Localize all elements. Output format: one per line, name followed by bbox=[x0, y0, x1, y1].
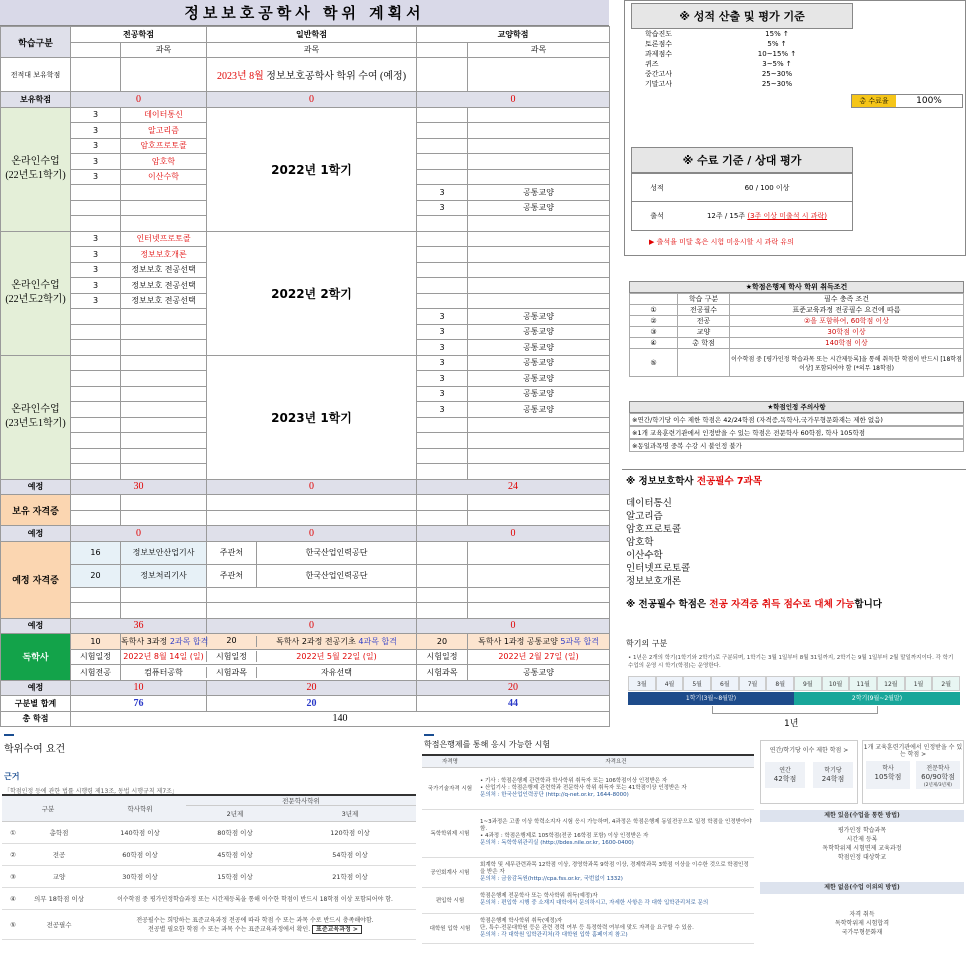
cert-org: 한국산업인력공단 bbox=[305, 548, 368, 557]
degree-h-cat: 구분 bbox=[2, 795, 94, 822]
grading-value: 10~15% ↑ bbox=[757, 50, 797, 58]
sum-major: 76 bbox=[71, 696, 207, 712]
limit-box-value: 60/90학점 bbox=[921, 773, 955, 781]
bank-value: 표준교육과정 전공필수 요건에 따름 bbox=[730, 305, 964, 316]
bank-key: 전공 bbox=[678, 316, 730, 327]
dok-date: 2022년 5월 22일 (일) bbox=[296, 652, 377, 662]
caution-line: ※1개 교육훈련기관에서 인정받을 수 있는 학점은 전문학사 60학점, 학사 105학점 bbox=[629, 426, 964, 439]
exam-name: 독학학위제 시험 bbox=[422, 809, 478, 857]
required-list bbox=[626, 497, 966, 588]
unlimited-list bbox=[760, 910, 964, 937]
exam-req: 학점은행제 학사학위 취득(예정)자 bbox=[480, 917, 563, 924]
dok-major: 자유선택 bbox=[321, 667, 352, 677]
completion-box bbox=[631, 173, 853, 231]
month: 6월 bbox=[711, 676, 739, 691]
accent-bar bbox=[4, 734, 14, 736]
grading-title: ※ 성적 산출 및 평가 기준 bbox=[631, 3, 853, 29]
grading-value: 25~30% bbox=[761, 80, 793, 88]
grading-value: 15% ↑ bbox=[765, 30, 789, 38]
held-major: 0 bbox=[71, 92, 207, 108]
expected-label: 예정 bbox=[1, 526, 71, 542]
exam-req: • 기사 : 학점은행제 관련학과 학사학위 취득자 또는 106학점이상 인정받은 자 bbox=[480, 777, 668, 784]
sem3-label: 온라인수업 (23년도1학기) bbox=[1, 355, 71, 479]
bank-panel bbox=[629, 281, 964, 391]
degree-num: ③ bbox=[2, 866, 24, 888]
subject: 인터넷프로토콜 bbox=[121, 231, 207, 247]
limited-title: 제한 있음(수업을 통한 방법) bbox=[760, 810, 964, 822]
dok-pass: 5과목 합격 bbox=[560, 636, 599, 646]
institution-limit-label: 1개 교육훈련기관에서 인정받을 수 있는 학점 > bbox=[863, 744, 963, 758]
credit: 3 bbox=[71, 154, 121, 170]
institution-limit-box bbox=[862, 740, 964, 804]
degree-bach: 60학점 이상 bbox=[94, 844, 186, 866]
cert-org-label: 주관처 bbox=[207, 565, 257, 587]
expected-label: 예정 bbox=[1, 618, 71, 634]
unlimited-item: 자격 취득 bbox=[849, 911, 875, 918]
total-value: 140 bbox=[71, 711, 610, 727]
degree-table bbox=[2, 794, 416, 940]
prior-label: 전적대 보유학점 bbox=[1, 58, 71, 92]
required-subject: 알고리즘 bbox=[626, 511, 663, 522]
exam-name: 공인회계사 시험 bbox=[422, 857, 478, 887]
completion-title: ※ 수료 기준 / 상대 평가 bbox=[631, 147, 853, 173]
degree-bach: 30학점 이상 bbox=[94, 866, 186, 888]
limited-list bbox=[760, 826, 964, 862]
degree-panel bbox=[0, 732, 418, 956]
sem1-label: 온라인수업 (22년도1학기) bbox=[1, 107, 71, 231]
required-subject: 인터넷프로토콜 bbox=[626, 563, 691, 574]
grading-value: 25~30% bbox=[761, 70, 793, 78]
sum-liberal: 44 bbox=[417, 696, 610, 712]
degree-basis: 근거 bbox=[4, 772, 20, 781]
semester-desc: • 1년은 2개의 학기(1학기와 2학기)로 구분되며, 1학기는 3월 1일부터 8월 31일까지, 2학기는 9월 1일부터 2월 말일까지이다. 각 학기 수업의 운영 시 학기(학점)는 운영한다. bbox=[628, 655, 954, 669]
bank-key: 교양 bbox=[678, 327, 730, 338]
degree-num: ⑤ bbox=[2, 910, 24, 940]
grading-value: 3~5% ↑ bbox=[762, 60, 792, 68]
subject: 이산수학 bbox=[121, 169, 207, 185]
expected-general: 20 bbox=[207, 680, 417, 696]
degree-r5-value: 전공필수는 희망하는 표준교육과정 전공에 따라 학점 수 또는 과목 수로 반드시 충족해야함. bbox=[136, 916, 374, 924]
subject: 암호학 bbox=[121, 154, 207, 170]
required-subject: 데이터통신 bbox=[626, 498, 672, 509]
exams-title: 학점은행제를 통해 응시 가능한 시험 bbox=[424, 740, 551, 749]
total-rate-value: 100% bbox=[916, 96, 942, 106]
exam-req2: 단, 특수·전문대학원 등은 관련 경력 여부 등 특정학력 여부에 맞도 자격을 요구할 수 있음. bbox=[480, 924, 694, 931]
month: 7월 bbox=[739, 676, 767, 691]
expected-major: 10 bbox=[71, 680, 207, 696]
sem1-title: 2022년 1학기 bbox=[207, 107, 417, 231]
limit-box-value: 105학점 bbox=[874, 773, 902, 781]
unlimited-item: 독학학위제 시험합격 bbox=[834, 920, 890, 927]
cert-credit: 20 bbox=[71, 564, 121, 587]
month: 1월 bbox=[905, 676, 933, 691]
subject: 알고리즘 bbox=[121, 123, 207, 139]
credit: 3 bbox=[417, 309, 468, 325]
cert-name: 정보보안산업기사 bbox=[121, 541, 207, 564]
credit: 3 bbox=[71, 231, 121, 247]
expected-liberal: 24 bbox=[417, 479, 610, 495]
bank-num: ⑤ bbox=[630, 349, 678, 377]
header-liberal: 교양학점 bbox=[417, 27, 610, 43]
limit-box-label: 학사 bbox=[882, 765, 894, 772]
dok-pass: 2과목 합격 bbox=[169, 636, 209, 646]
grading-value: 5% ↑ bbox=[767, 40, 787, 48]
degree-r4-value: 이수학점 중 평가인정학습과정 또는 시간제등록을 통해 이수한 학점이 반드시 18학점 이상 포함되어야 함. bbox=[94, 888, 416, 910]
header-subject: 과목 bbox=[468, 42, 610, 58]
month: 8월 bbox=[766, 676, 794, 691]
bank-h1: 학습 구분 bbox=[678, 294, 730, 305]
dok-desc: 독학사 1과정 공통교양 bbox=[478, 636, 558, 646]
dok-major: 컴퓨터공학 bbox=[121, 667, 207, 678]
required-subject: 암호프로토콜 bbox=[626, 524, 682, 535]
expected-label: 예정 bbox=[1, 479, 71, 495]
dok-subj-label: 시험과목 bbox=[207, 667, 257, 678]
expected-major: 0 bbox=[71, 526, 207, 542]
unlimited-item: 국가무형문화재 bbox=[841, 929, 883, 936]
credit: 3 bbox=[417, 185, 468, 201]
semester1-bar: 1학기(3월~8월말) bbox=[628, 692, 794, 705]
grading-key: 과제점수 bbox=[645, 50, 673, 58]
exam-contact: 문의처 : 독학학위관리실 (http://bdes.nile.or.kr, 1600-0400) bbox=[480, 840, 634, 846]
dok-sched-label: 시험일정 bbox=[417, 649, 468, 665]
degree-title: 학위수여 요건 bbox=[4, 744, 66, 755]
credit: 3 bbox=[417, 324, 468, 340]
required-subject: 정보보호개론 bbox=[626, 576, 682, 587]
subject: 공통교양 bbox=[468, 355, 610, 371]
attend-label: 출석 bbox=[650, 212, 664, 220]
dok-desc: 독학사 3과정 bbox=[121, 636, 168, 646]
grading-key: 기말고사 bbox=[645, 80, 673, 88]
month: 5월 bbox=[683, 676, 711, 691]
exam-name: 국가기술자격 시험 bbox=[422, 767, 478, 809]
exams-table bbox=[422, 754, 754, 944]
accent-bar bbox=[424, 734, 434, 736]
sem2-label: 온라인수업 (22년도2학기) bbox=[1, 231, 71, 355]
sem3-title: 2023년 1학기 bbox=[207, 355, 417, 479]
plan-title: 정보보호공학사 학위 계획서 bbox=[0, 0, 609, 26]
bank-value: ②을 포함하여, 60학점 이상 bbox=[730, 316, 964, 327]
limit-box-label: 전문학사 bbox=[926, 765, 950, 772]
dok-sched-label: 시험일정 bbox=[207, 651, 257, 662]
dok-major: 공통교양 bbox=[468, 665, 610, 681]
limited-item: 시간제 등록 bbox=[846, 836, 878, 843]
month: 12월 bbox=[877, 676, 905, 691]
subject: 데이터통신 bbox=[121, 107, 207, 123]
prior-note: 정보보호공학사 학위 수여 (예정) bbox=[266, 71, 407, 82]
exams-h1: 자격명 bbox=[422, 755, 478, 767]
credit: 3 bbox=[71, 278, 121, 294]
exams-panel bbox=[420, 732, 756, 956]
dok-desc: 독학사 2과정 전공기초 bbox=[276, 636, 356, 646]
cert-plan-label: 예정 자격증 bbox=[1, 541, 71, 618]
dok-credit: 10 bbox=[71, 634, 121, 650]
exam-req2: • 4과정 : 학점은행제로 105학점(전공 16학점 포함) 이상 인정받은 자 bbox=[480, 833, 649, 839]
dok-major-label: 시험전공 bbox=[71, 665, 121, 681]
degree-h-3y: 3년제 bbox=[284, 806, 416, 822]
prior-date: 2023년 8월 bbox=[216, 71, 264, 82]
required-title: ※ 정보보호학사 bbox=[626, 476, 694, 487]
limit-box-label: 학기당 bbox=[824, 767, 842, 774]
credit: 3 bbox=[71, 107, 121, 123]
cert-name: 정보처리기사 bbox=[121, 564, 207, 587]
standard-curriculum-button[interactable]: 표준교육과정 > bbox=[312, 925, 362, 934]
cert-org: 한국산업인력공단 bbox=[305, 571, 368, 580]
degree-key: 총학점 bbox=[24, 822, 94, 844]
bank-num: ④ bbox=[630, 338, 678, 349]
grading-key: 학습진도 bbox=[645, 30, 673, 38]
limit-box-sub: (2년제/3년제) bbox=[923, 783, 953, 788]
header-major: 전공학점 bbox=[71, 27, 207, 43]
credit: 3 bbox=[71, 123, 121, 139]
bank-key bbox=[678, 349, 730, 377]
attend-note: (3주 이상 미출석 시 과락) bbox=[747, 212, 828, 220]
degree-3y: 54학점 이상 bbox=[284, 844, 416, 866]
credit: 3 bbox=[71, 169, 121, 185]
exam-req2: • 산업기사 : 학점은행제 관련학과 전문학사 학위 취득자 또는 41학점이상 인정받은 자 bbox=[480, 784, 687, 791]
required-subject: 암호학 bbox=[626, 537, 654, 548]
subject: 공통교양 bbox=[468, 309, 610, 325]
required-panel bbox=[622, 469, 966, 632]
limit-box-label: 연간 bbox=[779, 767, 791, 774]
dok-subj-label: 시험과목 bbox=[417, 665, 468, 681]
expected-liberal: 0 bbox=[417, 526, 610, 542]
exam-name: 편입학 시험 bbox=[422, 887, 478, 913]
degree-bach: 140학점 이상 bbox=[94, 822, 186, 844]
subject: 정보보호개론 bbox=[121, 247, 207, 263]
degree-key: 의무 18학점 이상 bbox=[24, 888, 94, 910]
subject: 정보보호 전공선택 bbox=[121, 293, 207, 309]
exam-contact: 문의처 : 편입학 시행 중 소재지 대학에서 문의하시고, 자세한 사항은 각 대학 입학관리처로 문의 bbox=[480, 900, 709, 906]
caution-panel bbox=[629, 401, 964, 452]
required-note-red: 전공 자격증 취득 점수로 대체 가능 bbox=[709, 599, 855, 610]
subject: 암호프로토콜 bbox=[121, 138, 207, 154]
limited-item: 평가인정 학습과목 bbox=[837, 827, 887, 834]
month: 4월 bbox=[656, 676, 684, 691]
bank-table bbox=[629, 293, 964, 377]
credit: 3 bbox=[71, 293, 121, 309]
exam-name: 대학원 입학 시험 bbox=[422, 913, 478, 943]
credit: 3 bbox=[417, 402, 468, 418]
cert-org-label: 주관처 bbox=[207, 542, 257, 564]
attendance-warning: ▶ 출석율 미달 혹은 시험 미응시할 시 과락 유의 bbox=[649, 238, 794, 246]
degree-num: ④ bbox=[2, 888, 24, 910]
caution-line: ※동일과목명 중복 수강 시 불인정 불가 bbox=[629, 439, 964, 452]
bank-num: ② bbox=[630, 316, 678, 327]
expected-general: 0 bbox=[207, 618, 417, 634]
credit: 3 bbox=[71, 247, 121, 263]
degree-num: ① bbox=[2, 822, 24, 844]
credit: 3 bbox=[417, 355, 468, 371]
degree-key: 교양 bbox=[24, 866, 94, 888]
bank-title: ★학점은행제 학사 학위 취득조건 bbox=[629, 281, 964, 293]
required-note-end: 합니다 bbox=[854, 599, 882, 610]
score-label: 성적 bbox=[650, 183, 664, 192]
bank-num: ① bbox=[630, 305, 678, 316]
grading-panel bbox=[624, 0, 966, 256]
subject: 공통교양 bbox=[468, 324, 610, 340]
subject: 공통교양 bbox=[468, 185, 610, 201]
semester-panel bbox=[622, 632, 966, 732]
grading-table bbox=[645, 29, 853, 89]
expected-major: 36 bbox=[71, 618, 207, 634]
exams-h2: 자격요건 bbox=[478, 755, 754, 767]
exam-req: 1~3과정은 고졸 이상 학력소지자 시험 응시 가능하며, 4과정은 학점은행제 동일전공으로 일정 학점을 인정받아야 함. bbox=[480, 819, 752, 832]
limits-panel bbox=[758, 732, 966, 956]
held-label: 보유학점 bbox=[1, 92, 71, 108]
degree-num: ② bbox=[2, 844, 24, 866]
semester-title: 학기의 구분 bbox=[626, 639, 668, 648]
subject: 정보보호 전공선택 bbox=[121, 278, 207, 294]
subject: 공통교양 bbox=[468, 402, 610, 418]
cert-held-label: 보유 자격증 bbox=[1, 495, 71, 526]
bank-value: 140학점 이상 bbox=[730, 338, 964, 349]
degree-2y: 80학점 이상 bbox=[186, 822, 284, 844]
degree-3y: 21학점 이상 bbox=[284, 866, 416, 888]
sum-general: 20 bbox=[207, 696, 417, 712]
limited-item: 독학학위제 시험면제 교육과정 bbox=[822, 845, 902, 852]
exam-contact: 문의처 : 한국산업인력공단 (http://q-net.or.kr, 1644-8000) bbox=[480, 791, 629, 798]
subject: 공통교양 bbox=[468, 340, 610, 356]
year-label: 1년 bbox=[784, 719, 799, 729]
exam-req: 학점은행제 전문학사 또는 학사학위 취득(예정)자 bbox=[480, 893, 598, 899]
credit: 3 bbox=[417, 200, 468, 216]
exam-contact: 문의처 : 각 대학원 입학관리처(각 대학원 입학 홈페이지 참고) bbox=[480, 931, 628, 938]
exam-req: 회계학 및 세무관련과목 12학점 이상, 경영학과목 9학점 이상, 경제학과목 3학점 이상을 이수한 것으로 학점인정을 받은 자 bbox=[480, 861, 749, 875]
exam-contact: 문의처 : 금융감독원(http://cpa.fss.or.kr, 국번없이 1332) bbox=[480, 875, 623, 882]
month: 11월 bbox=[849, 676, 877, 691]
required-subject: 이산수학 bbox=[626, 550, 663, 561]
expected-major: 30 bbox=[71, 479, 207, 495]
sum-label: 구분별 합계 bbox=[1, 696, 71, 712]
dok-label: 독학사 bbox=[1, 634, 71, 681]
degree-basis-text: 「학점인정 등에 관한 법률 시행령 제13조, 동법 시행규칙 제7조」 bbox=[4, 788, 178, 795]
total-label: 총 학점 bbox=[1, 711, 71, 727]
limited-item: 학점인정 대상학교 bbox=[837, 854, 887, 861]
month-row bbox=[628, 676, 960, 691]
dok-sched-label: 시험일정 bbox=[71, 649, 121, 665]
unlimited-title: 제한 없음(수업 이외의 방법) bbox=[760, 882, 964, 894]
header-general: 일반학점 bbox=[207, 27, 417, 43]
subject: 정보보호 전공선택 bbox=[121, 262, 207, 278]
expected-general: 0 bbox=[207, 526, 417, 542]
dok-date: 2022년 8월 14일 (일) bbox=[121, 651, 207, 662]
dok-credit: 20 bbox=[417, 634, 468, 650]
degree-key: 전공 bbox=[24, 844, 94, 866]
degree-2y: 45학점 이상 bbox=[186, 844, 284, 866]
caution-line: ※연간/학기당 이수 제한 학점은 42/24학점 (자격증,독학사,국가무형문화재는 제한 없음) bbox=[629, 413, 964, 426]
degree-3y: 120학점 이상 bbox=[284, 822, 416, 844]
dok-date: 2022년 2월 27일 (일) bbox=[468, 649, 610, 665]
attend-value: 12주 / 15주 bbox=[706, 212, 746, 220]
total-rate bbox=[851, 94, 963, 108]
grading-key: 중간고사 bbox=[645, 70, 673, 78]
caution-title: ★학점인정 주의사항 bbox=[629, 401, 964, 413]
annual-limit-label: 연간/학기당 이수 제한 학점 > bbox=[769, 747, 849, 754]
degree-r5-value2: 전공별 필요한 학점 수 또는 과목 수는 표준교육과정에서 확인. bbox=[148, 925, 311, 933]
header-subject: 과목 bbox=[207, 42, 417, 58]
subject: 공통교양 bbox=[468, 386, 610, 402]
dok-pass: 4과목 합격 bbox=[358, 636, 397, 646]
credit: 3 bbox=[417, 386, 468, 402]
limit-box-value: 24학점 bbox=[821, 775, 845, 783]
month: 9월 bbox=[794, 676, 822, 691]
degree-h-2y: 2년제 bbox=[186, 806, 284, 822]
bank-value: 30학점 이상 bbox=[730, 327, 964, 338]
annual-limit-box bbox=[760, 740, 858, 804]
expected-liberal: 0 bbox=[417, 618, 610, 634]
degree-plan bbox=[0, 0, 609, 725]
semester2-bar: 2학기(9월~2월말) bbox=[794, 692, 960, 705]
held-liberal: 0 bbox=[417, 92, 610, 108]
bank-h2: 필수 충족 조건 bbox=[730, 294, 964, 305]
degree-2y: 15학점 이상 bbox=[186, 866, 284, 888]
degree-h-assoc: 전문학사학위 bbox=[186, 795, 416, 806]
required-note: ※ 전공필수 학점은 bbox=[626, 599, 707, 610]
degree-key: 전공필수 bbox=[24, 910, 94, 940]
year-bracket bbox=[712, 706, 878, 714]
total-rate-label: 총 수료율 bbox=[852, 95, 896, 107]
limit-box-value: 42학점 bbox=[773, 775, 797, 783]
subject: 공통교양 bbox=[468, 371, 610, 387]
subject: 공통교양 bbox=[468, 200, 610, 216]
credit: 3 bbox=[417, 340, 468, 356]
bank-num: ③ bbox=[630, 327, 678, 338]
header-category: 학습구분 bbox=[1, 27, 71, 58]
credit: 3 bbox=[71, 262, 121, 278]
credit: 3 bbox=[71, 138, 121, 154]
month: 10월 bbox=[822, 676, 850, 691]
cert-credit: 16 bbox=[71, 541, 121, 564]
held-general: 0 bbox=[207, 92, 417, 108]
dok-credit: 20 bbox=[207, 636, 257, 647]
grading-key: 토론점수 bbox=[645, 40, 673, 48]
score-value: 60 / 100 이상 bbox=[744, 183, 790, 192]
month: 2월 bbox=[932, 676, 960, 691]
header-subject: 과목 bbox=[121, 42, 207, 58]
expected-label: 예정 bbox=[1, 680, 71, 696]
bank-key: 총 학점 bbox=[678, 338, 730, 349]
expected-general: 0 bbox=[207, 479, 417, 495]
sem2-title: 2022년 2학기 bbox=[207, 231, 417, 355]
grading-key: 퀴즈 bbox=[645, 60, 659, 68]
month: 3월 bbox=[628, 676, 656, 691]
plan-table bbox=[0, 26, 610, 727]
credit: 3 bbox=[417, 371, 468, 387]
required-title-red: 전공필수 7과목 bbox=[696, 476, 762, 487]
degree-h-bach: 학사학위 bbox=[94, 795, 186, 822]
expected-liberal: 20 bbox=[417, 680, 610, 696]
bank-value: 이수학점 중 [평가인정 학습과목 또는 시간제등록]을 통해 취득한 학점이 반드시 [18학점 이상] 포함되어야 함 (*의무 18학점) bbox=[730, 349, 964, 377]
bank-key: 전공필수 bbox=[678, 305, 730, 316]
